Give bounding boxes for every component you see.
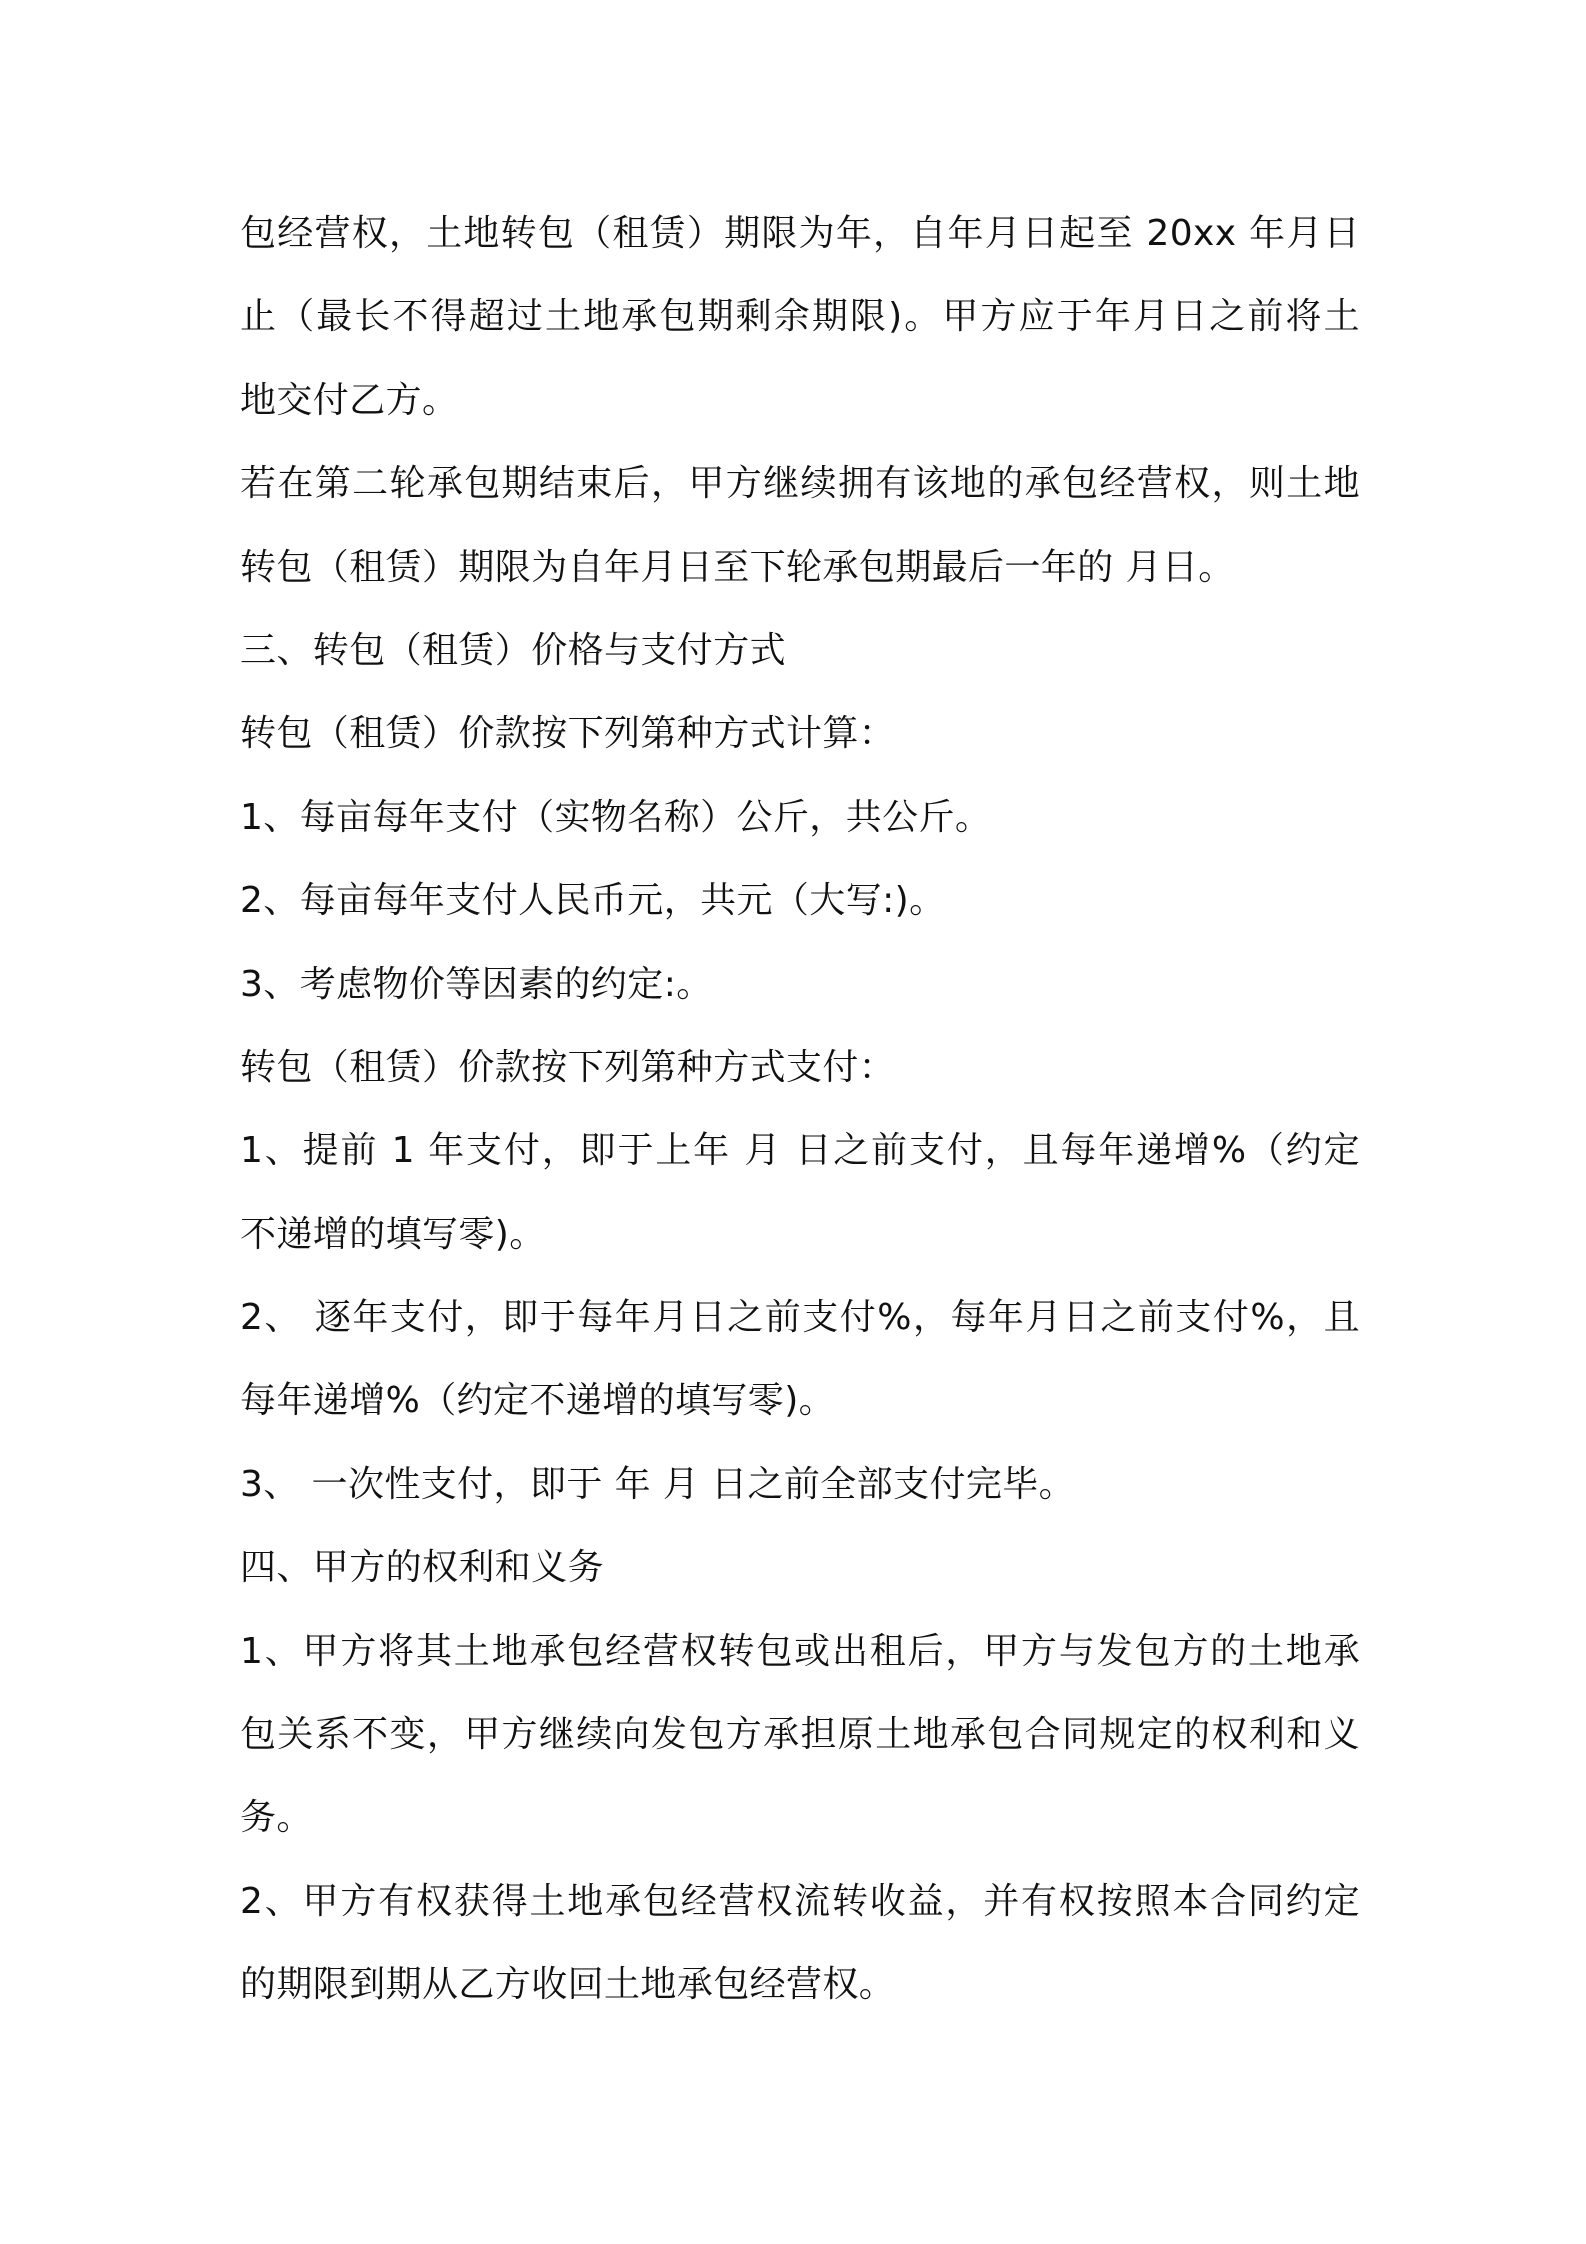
text-line-3: 地交付乙方。 xyxy=(240,379,459,421)
text-line-22: 的期限到期从乙方收回土地承包经营权。 xyxy=(240,1964,896,2006)
text-line-15: 每年递增%（约定不递增的填写零)。 xyxy=(240,1380,836,1422)
text-line-21: 2、甲方有权获得土地承包经营权流转收益，并有权按照本合同约定 xyxy=(240,1880,1360,1922)
text-line-20: 务。 xyxy=(240,1797,313,1839)
text-line-9: 2、每亩每年支付人民币元，共元（大写:)。 xyxy=(240,880,946,922)
contract-body xyxy=(240,192,1360,2027)
text-line-16: 3、 一次性支付，即于 年 月 日之前全部支付完毕。 xyxy=(240,1463,1076,1505)
text-line-7: 转包（租赁）价款按下列第种方式计算： xyxy=(240,713,896,755)
text-line-2: 止（最长不得超过土地承包期剩余期限)。甲方应于年月日之前将土 xyxy=(240,296,1360,338)
text-line-12: 1、提前 1 年支付，即于上年 月 日之前支付，且每年递增%（约定 xyxy=(240,1130,1360,1172)
text-line-19: 包关系不变，甲方继续向发包方承担原土地承包合同规定的权利和义 xyxy=(240,1714,1360,1756)
text-line-14: 2、 逐年支付，即于每年月日之前支付%，每年月日之前支付%，且 xyxy=(240,1297,1360,1339)
text-line-11: 转包（租赁）价款按下列第种方式支付： xyxy=(240,1046,896,1088)
text-line-8: 1、每亩每年支付（实物名称）公斤，共公斤。 xyxy=(240,796,992,838)
text-line-1: 包经营权，土地转包（租赁）期限为年，自年月日起至 20xx 年月日 xyxy=(240,213,1360,254)
text-line-13: 不递增的填写零)。 xyxy=(240,1213,546,1255)
text-line-4: 若在第二轮承包期结束后，甲方继续拥有该地的承包经营权，则土地 xyxy=(240,463,1360,505)
section-heading-four: 四、甲方的权利和义务 xyxy=(240,1547,605,1589)
text-line-18: 1、甲方将其土地承包经营权转包或出租后，甲方与发包方的土地承 xyxy=(240,1630,1360,1672)
section-heading-three: 三、转包（租赁）价格与支付方式 xyxy=(240,629,787,671)
text-line-10: 3、考虑物价等因素的约定:。 xyxy=(240,963,713,1005)
text-line-5: 转包（租赁）期限为自年月日至下轮承包期最后一年的 月日。 xyxy=(240,546,1235,588)
